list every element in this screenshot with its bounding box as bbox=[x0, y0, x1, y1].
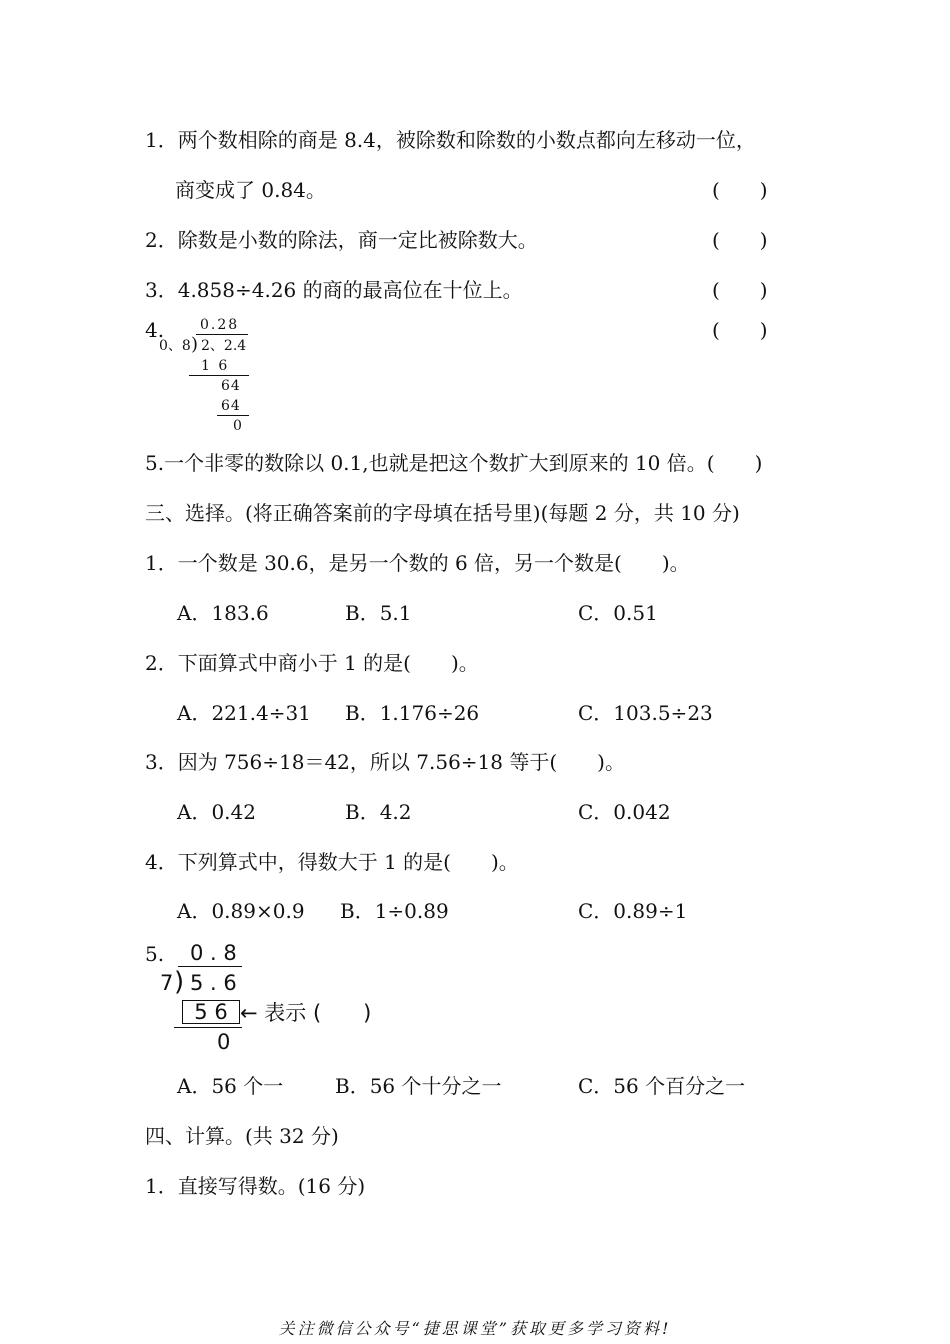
choice-q5-option-c[interactable]: C．56 个百分之一 bbox=[578, 1074, 746, 1098]
choice-q3-option-b[interactable]: B．4.2 bbox=[345, 800, 412, 824]
q5-bracket-bar bbox=[178, 966, 242, 967]
choice-q4-text: 4．下列算式中，得数大于 1 的是( )。 bbox=[145, 850, 519, 874]
judge-q1-line1: 1．两个数相除的商是 8.4，被除数和除数的小数点都向左移动一位， bbox=[145, 128, 756, 152]
choice-q1-option-a[interactable]: A．183.6 bbox=[177, 601, 269, 625]
choice-q2-option-c[interactable]: C．103.5÷23 bbox=[578, 701, 713, 725]
q4-bracket-curve: ) bbox=[191, 334, 199, 355]
choice-q1-text: 1．一个数是 30.6，是另一个数的 6 倍，另一个数是( )。 bbox=[145, 551, 690, 575]
q4-quotient: 0.28 bbox=[200, 317, 240, 333]
choice-q4-option-b[interactable]: B．1÷0.89 bbox=[340, 899, 449, 923]
q5-rule bbox=[174, 1027, 242, 1028]
choice-q5-option-b[interactable]: B．56 个十分之一 bbox=[335, 1074, 502, 1098]
judge-q1-line2: 商变成了 0.84。 bbox=[175, 178, 326, 202]
choice-q3-option-c[interactable]: C．0.042 bbox=[578, 800, 671, 824]
q5-divisor: 7 bbox=[160, 971, 174, 995]
q4-step2: 64 bbox=[221, 378, 241, 394]
q5-boxed-product: 5 6 bbox=[182, 1000, 240, 1024]
choice-q2-text: 2．下面算式中商小于 1 的是( )。 bbox=[145, 651, 479, 675]
section3-heading: 三、选择。(将正确答案前的字母填在括号里)(每题 2 分，共 10 分) bbox=[145, 501, 740, 525]
choice-q4-option-c[interactable]: C．0.89÷1 bbox=[578, 899, 688, 923]
choice-q5-number: 5. bbox=[145, 942, 165, 966]
judge-q5-text: 5.一个非零的数除以 0.1,也就是把这个数扩大到原来的 10 倍。( ) bbox=[145, 451, 763, 475]
judge-q4-number: 4. bbox=[145, 318, 165, 342]
choice-q1-option-c[interactable]: C．0.51 bbox=[578, 601, 658, 625]
choice-q3-option-a[interactable]: A．0.42 bbox=[177, 800, 256, 824]
q4-dividend: 2、2.4 bbox=[201, 338, 247, 354]
footer-watermark: 关注微信公众号“捷思课堂”获取更多学习资料! bbox=[278, 1319, 672, 1338]
q5-quotient: 0 . 8 bbox=[190, 941, 237, 965]
q4-divisor: 0、8 bbox=[159, 338, 191, 354]
section4-heading: 四、计算。(共 32 分) bbox=[145, 1124, 339, 1148]
q4-rule2 bbox=[217, 415, 249, 416]
q4-rule1 bbox=[189, 375, 249, 376]
choice-q3-text: 3．因为 756÷18＝42，所以 7.56÷18 等于( )。 bbox=[145, 750, 625, 774]
q4-step1: 1 6 bbox=[201, 358, 230, 374]
q4-remainder: 0 bbox=[233, 418, 242, 434]
choice-q2-option-a[interactable]: A．221.4÷31 bbox=[177, 701, 311, 725]
judge-q2-text: 2．除数是小数的除法，商一定比被除数大。 bbox=[145, 228, 538, 252]
judge-q3-text: 3．4.858÷4.26 的商的最高位在十位上。 bbox=[145, 278, 523, 302]
q5-dividend: 5 . 6 bbox=[190, 971, 237, 995]
q4-bracket-bar bbox=[196, 334, 248, 335]
judge-q1-answer-blank[interactable]: ( ) bbox=[712, 178, 768, 202]
choice-q4-option-a[interactable]: A．0.89×0.9 bbox=[177, 899, 305, 923]
q5-bracket-curve: ) bbox=[174, 967, 185, 997]
choice-q2-option-b[interactable]: B．1.176÷26 bbox=[345, 701, 480, 725]
judge-q3-answer-blank[interactable]: ( ) bbox=[712, 278, 768, 302]
judge-q4-answer-blank[interactable]: ( ) bbox=[712, 318, 768, 342]
judge-q2-answer-blank[interactable]: ( ) bbox=[712, 228, 768, 252]
choice-q1-option-b[interactable]: B．5.1 bbox=[345, 601, 412, 625]
q5-remainder: 0 bbox=[217, 1030, 231, 1054]
section4-q1-text: 1．直接写得数。(16 分) bbox=[145, 1174, 366, 1198]
q4-step3: 64 bbox=[221, 398, 241, 414]
q5-arrow-label: ← 表示 ( ) bbox=[240, 1001, 372, 1025]
choice-q5-option-a[interactable]: A．56 个一 bbox=[177, 1074, 284, 1098]
